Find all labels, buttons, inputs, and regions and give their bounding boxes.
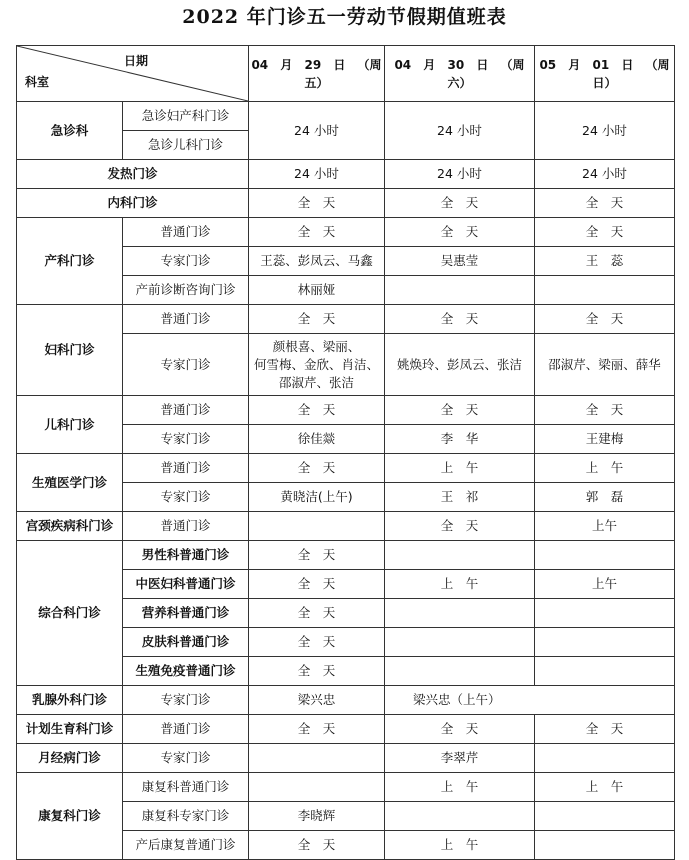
duty-line: 邵淑芹、张洁 [278, 374, 354, 390]
duty-cell: 李晓辉 [249, 802, 385, 831]
duty-cell: 全 天 [535, 189, 675, 218]
duty-cell [535, 802, 675, 831]
table-row [17, 686, 675, 715]
duty-cell: 上 午 [535, 773, 675, 802]
dept-cell: 产科门诊 [17, 218, 123, 305]
table-row [17, 454, 675, 483]
duty-cell: 全 天 [249, 715, 385, 744]
duty-cell: 全 天 [249, 305, 385, 334]
dept-cell: 康复科门诊 [17, 773, 123, 860]
clinic-cell: 普通门诊 [123, 715, 249, 744]
duty-cell: 24 小时 [249, 160, 385, 189]
page-title: 2022 年门诊五一劳动节假期值班表 [182, 6, 507, 28]
clinic-cell: 专家门诊 [123, 247, 249, 276]
table-row [17, 512, 675, 541]
table-row [17, 305, 675, 334]
duty-cell: 24 小时 [249, 102, 385, 160]
duty-cell: 上午 [535, 570, 675, 599]
duty-cell: 邵淑芹、梁丽、薛华 [535, 334, 675, 396]
duty-cell [385, 628, 535, 657]
duty-cell: 全 天 [249, 831, 385, 860]
clinic-cell: 产前诊断咨询门诊 [123, 276, 249, 305]
table-row [17, 102, 675, 131]
duty-cell: 梁兴忠 [249, 686, 385, 715]
duty-cell [535, 657, 675, 686]
duty-cell [535, 599, 675, 628]
duty-cell: 全 天 [249, 541, 385, 570]
table-row [17, 189, 675, 218]
header-day-1: 04 月 29 日 （周五） [249, 46, 385, 102]
clinic-cell: 普通门诊 [123, 305, 249, 334]
duty-cell [385, 599, 535, 628]
dept-cell: 急诊科 [17, 102, 123, 160]
dept-cell: 生殖医学门诊 [17, 454, 123, 512]
header-corner-cell [17, 46, 249, 102]
duty-cell: 24 小时 [385, 102, 535, 160]
schedule-table [16, 45, 675, 860]
duty-cell: 吴惠莹 [385, 247, 535, 276]
duty-line: 颜根喜、梁丽、 [272, 338, 361, 354]
table-row [17, 773, 675, 802]
duty-cell: 24 小时 [535, 102, 675, 160]
clinic-cell: 专家门诊 [123, 425, 249, 454]
duty-line: 何雪梅、金欣、肖洁、 [253, 356, 379, 372]
dept-cell: 妇科门诊 [17, 305, 123, 396]
clinic-cell: 中医妇科普通门诊 [123, 570, 249, 599]
duty-cell: 全 天 [249, 628, 385, 657]
duty-cell: 上 午 [385, 454, 535, 483]
clinic-cell: 专家门诊 [123, 744, 249, 773]
duty-cell: 王建梅 [535, 425, 675, 454]
table-row [17, 160, 675, 189]
duty-cell: 上 午 [385, 570, 535, 599]
duty-cell: 全 天 [249, 657, 385, 686]
duty-cell [385, 657, 535, 686]
duty-cell: 全 天 [385, 218, 535, 247]
duty-cell: 李 华 [385, 425, 535, 454]
clinic-cell: 康复科普通门诊 [123, 773, 249, 802]
clinic-cell: 急诊儿科门诊 [123, 131, 249, 160]
duty-cell: 徐佳燚 [249, 425, 385, 454]
duty-cell [535, 628, 675, 657]
duty-cell: 王 蕊 [535, 247, 675, 276]
duty-cell [249, 512, 385, 541]
duty-cell: 全 天 [535, 305, 675, 334]
dept-cell: 发热门诊 [17, 160, 249, 189]
duty-cell [535, 541, 675, 570]
duty-cell: 24 小时 [385, 160, 535, 189]
table-row [17, 218, 675, 247]
header-day-2: 04 月 30 日 （周六） [385, 46, 535, 102]
duty-cell: 全 天 [249, 189, 385, 218]
table-row [17, 541, 675, 570]
duty-cell: 全 天 [385, 305, 535, 334]
duty-cell: 上 午 [385, 773, 535, 802]
dept-label: 科室 [25, 75, 50, 89]
duty-cell: 林丽娅 [249, 276, 385, 305]
duty-cell: 全 天 [385, 715, 535, 744]
duty-cell: 全 天 [535, 715, 675, 744]
clinic-cell: 营养科普通门诊 [123, 599, 249, 628]
duty-cell: 王蕊、彭凤云、马鑫 [249, 247, 385, 276]
clinic-cell: 急诊妇产科门诊 [123, 102, 249, 131]
duty-cell: 姚焕玲、彭凤云、张洁 [385, 334, 535, 396]
header-day-3: 05 月 01 日 （周日） [535, 46, 675, 102]
dept-cell: 综合科门诊 [17, 541, 123, 686]
duty-cell [535, 744, 675, 773]
duty-cell-multiline [249, 334, 385, 396]
clinic-cell: 男性科普通门诊 [123, 541, 249, 570]
clinic-cell: 专家门诊 [123, 334, 249, 396]
duty-cell: 黄晓洁(上午) [249, 483, 385, 512]
dept-cell: 内科门诊 [17, 189, 249, 218]
duty-cell: 全 天 [385, 189, 535, 218]
clinic-cell: 康复科专家门诊 [123, 802, 249, 831]
duty-cell: 全 天 [249, 454, 385, 483]
duty-cell: 全 天 [249, 396, 385, 425]
duty-cell-merged: 梁兴忠（上午） [385, 686, 675, 715]
duty-cell [249, 773, 385, 802]
clinic-cell: 普通门诊 [123, 218, 249, 247]
duty-cell: 郭 磊 [535, 483, 675, 512]
dept-cell: 宫颈疾病科门诊 [17, 512, 123, 541]
clinic-cell: 皮肤科普通门诊 [123, 628, 249, 657]
dept-cell: 计划生育科门诊 [17, 715, 123, 744]
table-row [17, 744, 675, 773]
duty-cell: 上午 [535, 512, 675, 541]
duty-cell: 全 天 [385, 396, 535, 425]
duty-cell: 李翠芹 [385, 744, 535, 773]
header-row [17, 46, 675, 102]
clinic-cell: 普通门诊 [123, 512, 249, 541]
table-row [17, 396, 675, 425]
duty-cell [535, 276, 675, 305]
clinic-cell: 普通门诊 [123, 396, 249, 425]
clinic-cell: 专家门诊 [123, 483, 249, 512]
clinic-cell: 产后康复普通门诊 [123, 831, 249, 860]
date-label: 日期 [123, 54, 148, 68]
duty-cell [249, 744, 385, 773]
duty-cell: 全 天 [249, 218, 385, 247]
clinic-cell: 普通门诊 [123, 454, 249, 483]
duty-cell: 全 天 [385, 512, 535, 541]
clinic-cell: 专家门诊 [123, 686, 249, 715]
duty-cell: 全 天 [535, 396, 675, 425]
table-row [17, 715, 675, 744]
duty-cell [385, 802, 535, 831]
duty-cell: 上 午 [385, 831, 535, 860]
duty-cell [385, 541, 535, 570]
dept-cell: 儿科门诊 [17, 396, 123, 454]
clinic-cell: 生殖免疫普通门诊 [123, 657, 249, 686]
duty-cell: 全 天 [249, 599, 385, 628]
duty-cell: 全 天 [249, 570, 385, 599]
duty-cell [385, 276, 535, 305]
duty-cell: 王 祁 [385, 483, 535, 512]
duty-cell: 上 午 [535, 454, 675, 483]
duty-cell: 24 小时 [535, 160, 675, 189]
duty-cell [535, 831, 675, 860]
dept-cell: 月经病门诊 [17, 744, 123, 773]
dept-cell: 乳腺外科门诊 [17, 686, 123, 715]
duty-cell: 全 天 [535, 218, 675, 247]
